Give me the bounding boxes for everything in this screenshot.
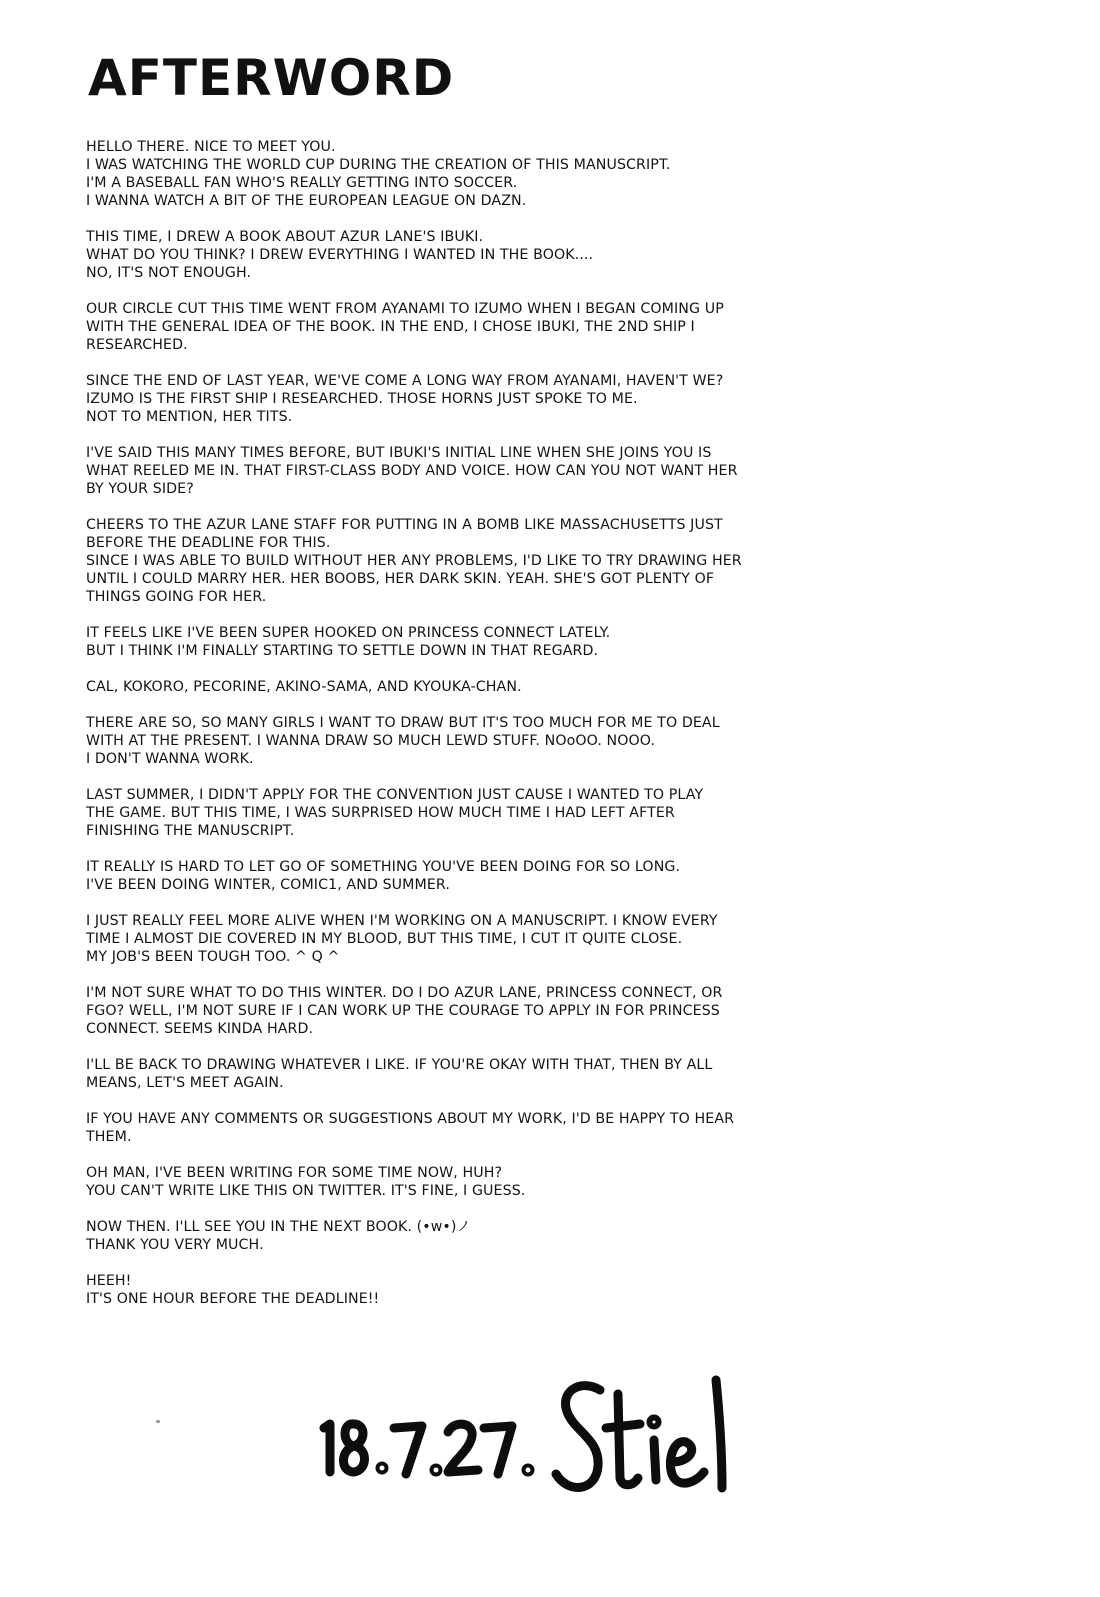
paragraph [86, 444, 876, 498]
text-line: I WAS WATCHING THE WORLD CUP DURING THE CREATION OF THIS MANUSCRIPT. [86, 157, 671, 173]
paragraph [86, 1110, 876, 1146]
text-line: MEANS, LET'S MEET AGAIN. [86, 1075, 284, 1091]
text-line: WITH THE GENERAL IDEA OF THE BOOK. IN THE END, I CHOSE IBUKI, THE 2ND SHIP I [86, 319, 695, 335]
text-line: BY YOUR SIDE? [86, 481, 194, 497]
text-line: RESEARCHED. [86, 337, 188, 353]
text-line: I DON'T WANNA WORK. [86, 751, 254, 767]
text-line: I JUST REALLY FEEL MORE ALIVE WHEN I'M WORKING ON A MANUSCRIPT. I KNOW EVERY [86, 913, 718, 929]
paragraph [86, 714, 876, 768]
paragraph [86, 138, 876, 210]
text-line: SINCE THE END OF LAST YEAR, WE'VE COME A LONG WAY FROM AYANAMI, HAVEN'T WE? [86, 373, 724, 389]
text-line: OUR CIRCLE CUT THIS TIME WENT FROM AYANAMI TO IZUMO WHEN I BEGAN COMING UP [86, 301, 724, 317]
paragraph [86, 912, 876, 966]
text-line: FGO? WELL, I'M NOT SURE IF I CAN WORK UP THE COURAGE TO APPLY IN FOR PRINCESS [86, 1003, 720, 1019]
paragraph [86, 858, 876, 894]
text-line: IT FEELS LIKE I'VE BEEN SUPER HOOKED ON PRINCESS CONNECT LATELY. [86, 625, 611, 641]
page-title: AFTERWORD [88, 49, 455, 107]
text-line: THEM. [86, 1129, 132, 1145]
text-line: SINCE I WAS ABLE TO BUILD WITHOUT HER ANY PROBLEMS, I'D LIKE TO TRY DRAWING HER [86, 553, 742, 569]
text-line: I'VE BEEN DOING WINTER, COMIC1, AND SUMMER. [86, 877, 450, 893]
paragraph [86, 984, 876, 1038]
text-line: THIS TIME, I DREW A BOOK ABOUT AZUR LANE'S IBUKI. [86, 229, 484, 245]
text-line: FINISHING THE MANUSCRIPT. [86, 823, 295, 839]
text-line: UNTIL I COULD MARRY HER. HER BOOBS, HER DARK SKIN. YEAH. SHE'S GOT PLENTY OF [86, 571, 715, 587]
text-line: IT'S ONE HOUR BEFORE THE DEADLINE!! [86, 1291, 380, 1307]
paragraph [86, 300, 876, 354]
stray-mark [156, 1420, 160, 1423]
text-line: CHEERS TO THE AZUR LANE STAFF FOR PUTTING IN A BOMB LIKE MASSACHUSETTS JUST [86, 517, 723, 533]
text-line: YOU CAN'T WRITE LIKE THIS ON TWITTER. IT'S FINE, I GUESS. [86, 1183, 526, 1199]
text-line: WHAT REELED ME IN. THAT FIRST-CLASS BODY AND VOICE. HOW CAN YOU NOT WANT HER [86, 463, 738, 479]
text-line: I'LL BE BACK TO DRAWING WHATEVER I LIKE. IF YOU'RE OKAY WITH THAT, THEN BY ALL [86, 1057, 713, 1073]
paragraph [86, 1056, 876, 1092]
handwritten-signature [318, 1370, 778, 1520]
text-line: THANK YOU VERY MUCH. [86, 1237, 264, 1253]
afterword-body [86, 138, 876, 1326]
text-line: HEEH! [86, 1273, 132, 1289]
paragraph [86, 372, 876, 426]
paragraph [86, 624, 876, 660]
text-line: I WANNA WATCH A BIT OF THE EUROPEAN LEAGUE ON DAZN. [86, 193, 527, 209]
text-line: OH MAN, I'VE BEEN WRITING FOR SOME TIME NOW, HUH? [86, 1165, 503, 1181]
text-line: CAL, KOKORO, PECORINE, AKINO-SAMA, AND KYOUKA-CHAN. [86, 679, 522, 695]
paragraph [86, 678, 876, 696]
text-line: BUT I THINK I'M FINALLY STARTING TO SETTLE DOWN IN THAT REGARD. [86, 643, 599, 659]
text-line: IT REALLY IS HARD TO LET GO OF SOMETHING YOU'VE BEEN DOING FOR SO LONG. [86, 859, 681, 875]
paragraph [86, 1272, 876, 1308]
paragraph [86, 1218, 876, 1254]
text-line: IF YOU HAVE ANY COMMENTS OR SUGGESTIONS ABOUT MY WORK, I'D BE HAPPY TO HEAR [86, 1111, 735, 1127]
paragraph [86, 786, 876, 840]
text-line: TIME I ALMOST DIE COVERED IN MY BLOOD, BUT THIS TIME, I CUT IT QUITE CLOSE. [86, 931, 683, 947]
text-line: I'M A BASEBALL FAN WHO'S REALLY GETTING INTO SOCCER. [86, 175, 518, 191]
text-line: NOT TO MENTION, HER TITS. [86, 409, 293, 425]
text-line: LAST SUMMER, I DIDN'T APPLY FOR THE CONVENTION JUST CAUSE I WANTED TO PLAY [86, 787, 704, 803]
paragraph [86, 228, 876, 282]
paragraph [86, 1164, 876, 1200]
text-line: THE GAME. BUT THIS TIME, I WAS SURPRISED HOW MUCH TIME I HAD LEFT AFTER [86, 805, 675, 821]
text-line: WITH AT THE PRESENT. I WANNA DRAW SO MUCH LEWD STUFF. NOoOO. NOOO. [86, 733, 656, 749]
text-line: IZUMO IS THE FIRST SHIP I RESEARCHED. THOSE HORNS JUST SPOKE TO ME. [86, 391, 638, 407]
text-line: HELLO THERE. NICE TO MEET YOU. [86, 139, 336, 155]
text-line: THERE ARE SO, SO MANY GIRLS I WANT TO DRAW BUT IT'S TOO MUCH FOR ME TO DEAL [86, 715, 720, 731]
text-line: THINGS GOING FOR HER. [86, 589, 267, 605]
text-line: NO, IT'S NOT ENOUGH. [86, 265, 252, 281]
text-line: CONNECT. SEEMS KINDA HARD. [86, 1021, 314, 1037]
text-line: NOW THEN. I'LL SEE YOU IN THE NEXT BOOK. (•w•)ノ [86, 1219, 471, 1235]
text-line: MY JOB'S BEEN TOUGH TOO. ^ Q ^ [86, 949, 340, 965]
text-line: I'M NOT SURE WHAT TO DO THIS WINTER. DO I DO AZUR LANE, PRINCESS CONNECT, OR [86, 985, 723, 1001]
text-line: WHAT DO YOU THINK? I DREW EVERYTHING I WANTED IN THE BOOK.... [86, 247, 594, 263]
text-line: I'VE SAID THIS MANY TIMES BEFORE, BUT IBUKI'S INITIAL LINE WHEN SHE JOINS YOU IS [86, 445, 712, 461]
text-line: BEFORE THE DEADLINE FOR THIS. [86, 535, 331, 551]
paragraph [86, 516, 876, 606]
